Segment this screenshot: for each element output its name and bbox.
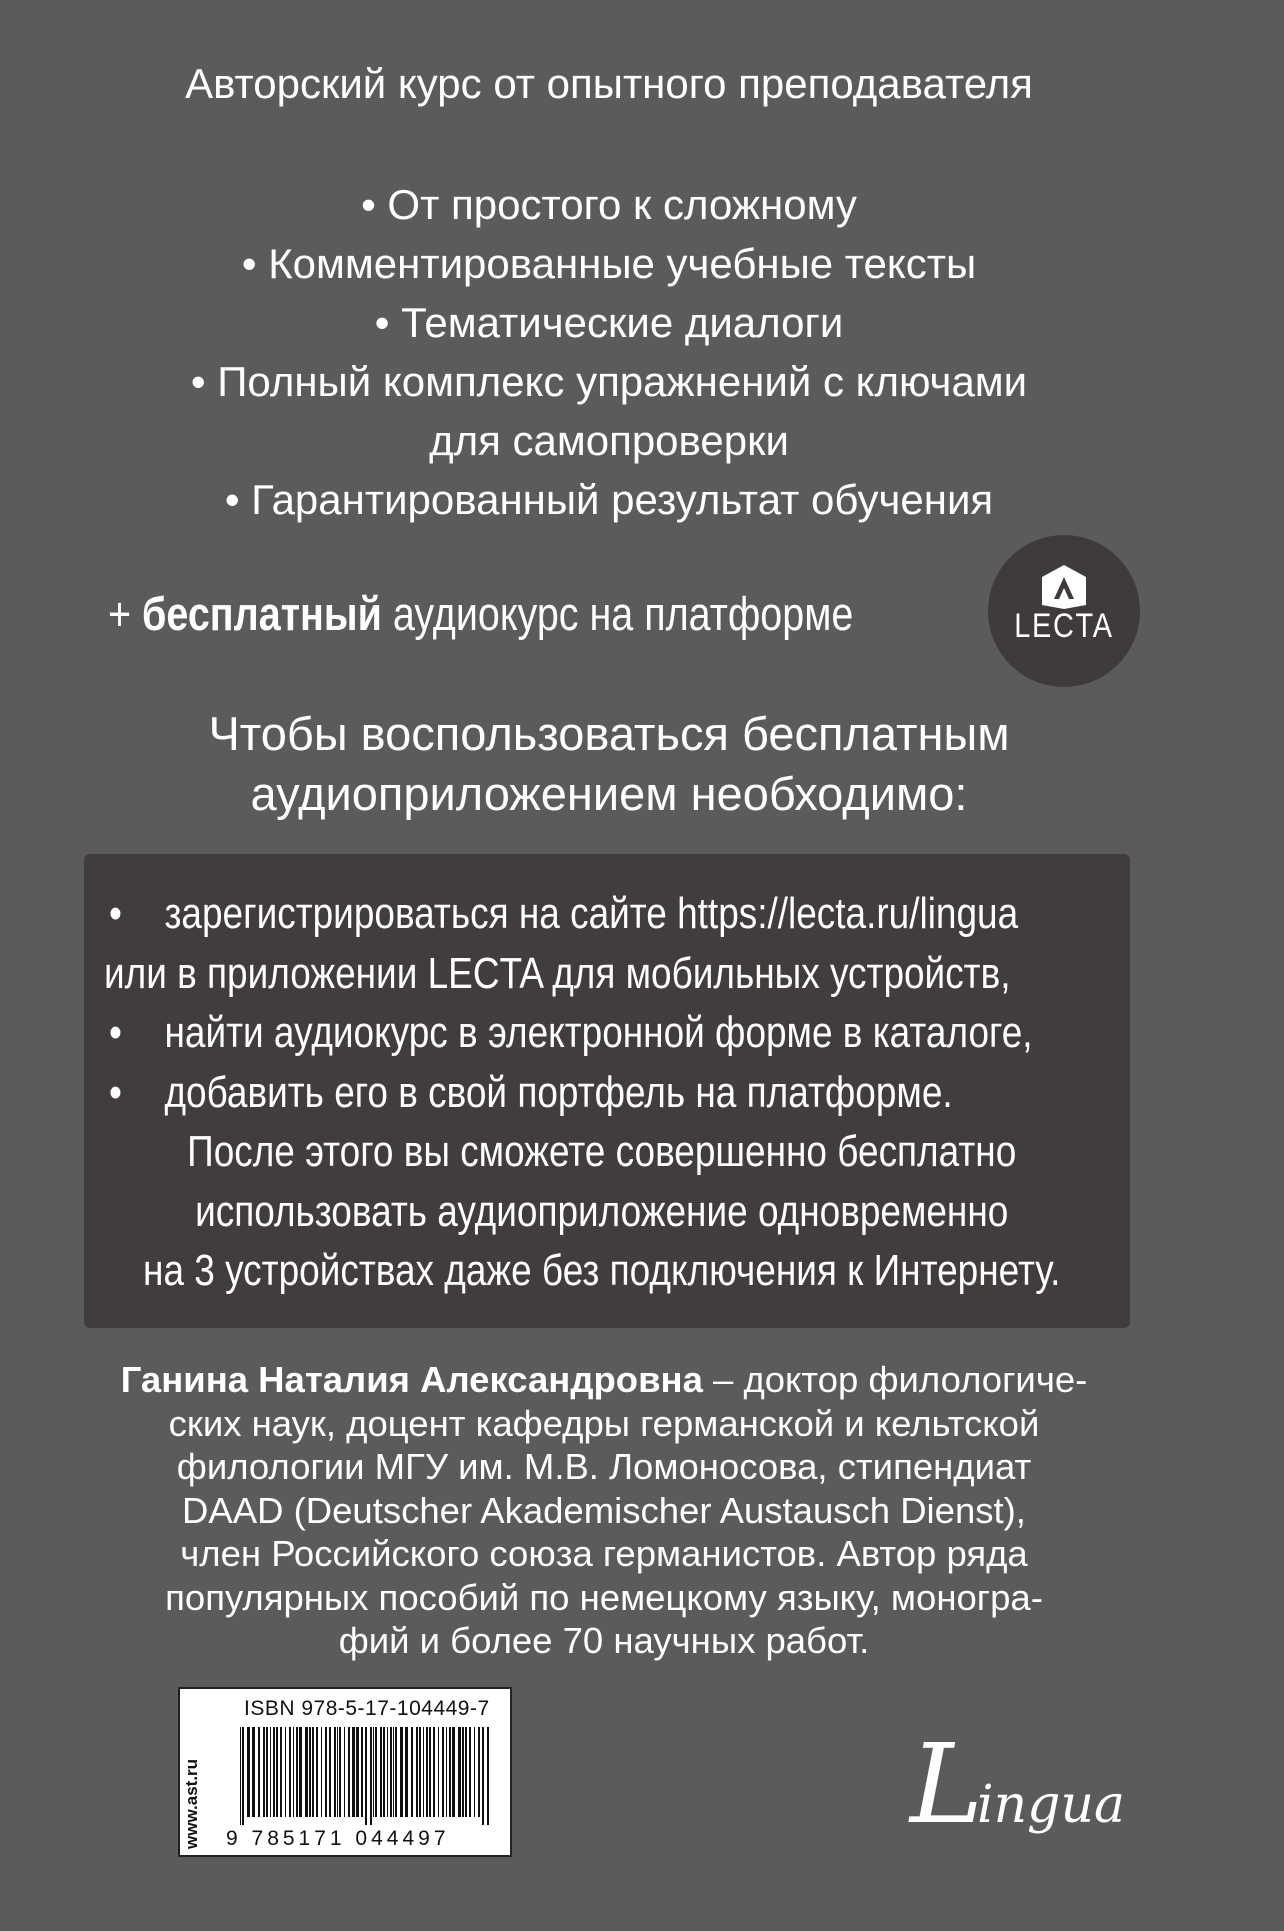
author-line: DAAD (Deutscher Akademischer Austausch Dienst), bbox=[182, 1489, 1026, 1531]
instructions-box bbox=[84, 854, 1130, 1328]
barcode-bar bbox=[356, 1727, 359, 1817]
barcode-bar bbox=[469, 1727, 471, 1817]
barcode-bar bbox=[316, 1727, 318, 1817]
howto-line: Чтобы воспользоваться бесплатным bbox=[208, 707, 1010, 760]
barcode-bar bbox=[258, 1727, 260, 1817]
lecta-logo-text: LECTA bbox=[1014, 607, 1114, 645]
tagline: Авторский курс от опытного преподавателя bbox=[185, 60, 1033, 107]
barcode-site: www.ast.ru bbox=[182, 1758, 201, 1849]
step-continuation: или в приложении LECTA для мобильных устройств, bbox=[104, 948, 1011, 998]
feature-item: • Комментированные учебные тексты bbox=[241, 240, 977, 287]
barcode-bar bbox=[321, 1727, 322, 1817]
barcode-bars bbox=[240, 1727, 496, 1825]
barcode-bar bbox=[380, 1727, 382, 1817]
barcode-bar bbox=[276, 1727, 278, 1817]
barcode-bar bbox=[390, 1727, 392, 1817]
barcode-bar bbox=[240, 1727, 241, 1825]
feature-item: • От простого к сложному bbox=[361, 181, 857, 228]
barcode-bar bbox=[400, 1727, 403, 1817]
barcode-bar bbox=[365, 1727, 367, 1825]
barcode-bar bbox=[247, 1727, 250, 1817]
barcode-bar bbox=[395, 1727, 397, 1817]
after-text: на 3 устройствах даже без подключения к Интернету. bbox=[143, 1246, 1061, 1295]
author-line: фий и более 70 научных работ. bbox=[338, 1620, 870, 1661]
isbn: ISBN 978-5-17-104449-7 bbox=[244, 1697, 490, 1720]
audio-promo bbox=[108, 584, 854, 644]
promo-rest: аудиокурс на платформе bbox=[392, 587, 854, 640]
barcode-bar bbox=[419, 1727, 421, 1817]
lecta-logo-icon bbox=[1040, 565, 1088, 609]
feature-list bbox=[0, 175, 1218, 529]
author-line bbox=[84, 1358, 1124, 1402]
barcode-bar bbox=[375, 1727, 377, 1817]
barcode-bar bbox=[458, 1727, 461, 1817]
feature-item-continuation: для самопроверки bbox=[429, 417, 789, 464]
barcode-bar bbox=[266, 1727, 268, 1817]
barcode-bar bbox=[373, 1727, 374, 1817]
barcode-bar bbox=[478, 1727, 480, 1817]
barcode bbox=[178, 1687, 512, 1857]
promo-free: бесплатный bbox=[142, 587, 382, 640]
barcode-bar bbox=[452, 1727, 455, 1817]
barcode-bar bbox=[429, 1727, 431, 1817]
barcode-bar bbox=[438, 1727, 439, 1817]
barcode-bar bbox=[296, 1727, 298, 1817]
feature-item: • Тематические диалоги bbox=[374, 299, 844, 346]
barcode-bar bbox=[393, 1727, 394, 1817]
barcode-bar bbox=[416, 1727, 418, 1817]
lingua-logo-rest: ingua bbox=[977, 1775, 1125, 1835]
barcode-bar bbox=[337, 1727, 338, 1817]
barcode-bar bbox=[348, 1727, 350, 1817]
author-line: ских наук, доцент кафедры германской и кельтской bbox=[168, 1402, 1040, 1444]
step-text: добавить его в свой портфель на платформе. bbox=[164, 1067, 953, 1117]
author-bio bbox=[84, 1358, 1124, 1663]
barcode-bar bbox=[273, 1727, 275, 1817]
barcode-bar bbox=[433, 1727, 435, 1817]
step-item bbox=[104, 884, 1095, 944]
feature-item: • Гарантированный результат обучения bbox=[224, 476, 994, 523]
barcode-bar bbox=[423, 1727, 424, 1817]
barcode-bar bbox=[465, 1727, 467, 1817]
barcode-bar bbox=[487, 1727, 489, 1825]
barcode-bar bbox=[387, 1727, 388, 1817]
barcode-bar bbox=[280, 1727, 282, 1817]
author-line: член Российского союза германистов. Автор ряда bbox=[180, 1533, 1028, 1574]
barcode-bar bbox=[383, 1727, 385, 1817]
barcode-bar bbox=[325, 1727, 327, 1817]
barcode-bar bbox=[344, 1727, 345, 1817]
barcode-bar bbox=[329, 1727, 331, 1817]
after-text: После этого вы сможете совершенно бесплатно bbox=[187, 1127, 1017, 1176]
barcode-bar bbox=[299, 1727, 302, 1817]
howto-heading bbox=[0, 704, 1218, 824]
step-text: найти аудиокурс в электронной форме в каталоге, bbox=[164, 1008, 1033, 1057]
barcode-bar bbox=[285, 1727, 286, 1817]
barcode-bar bbox=[482, 1727, 484, 1825]
barcode-digits: 9 785171 044497 bbox=[226, 1827, 450, 1850]
barcode-bar bbox=[252, 1727, 255, 1817]
step-item bbox=[104, 1063, 1095, 1123]
barcode-bar bbox=[309, 1727, 311, 1817]
author-name: Ганина Наталия Александровна bbox=[120, 1359, 703, 1400]
howto-line: аудиоприложением необходимо: bbox=[250, 767, 968, 820]
barcode-bar bbox=[305, 1727, 308, 1817]
barcode-bar bbox=[263, 1727, 265, 1817]
step-item bbox=[104, 1003, 1095, 1063]
lingua-logo bbox=[910, 1720, 1125, 1848]
barcode-bar bbox=[293, 1727, 294, 1817]
barcode-bar bbox=[426, 1727, 428, 1817]
barcode-bar bbox=[462, 1727, 464, 1817]
lingua-logo-text bbox=[910, 1720, 1125, 1848]
lecta-logo bbox=[988, 535, 1140, 687]
promo-plus: + bbox=[108, 587, 132, 640]
bullet: • bbox=[109, 1067, 122, 1117]
author-bio-text: – доктор филологиче- bbox=[702, 1359, 1088, 1400]
barcode-bar bbox=[446, 1727, 447, 1817]
barcode-bar bbox=[352, 1727, 355, 1817]
barcode-bar bbox=[242, 1727, 244, 1825]
barcode-bar bbox=[449, 1727, 451, 1817]
barcode-bar bbox=[442, 1727, 444, 1817]
barcode-bar bbox=[270, 1727, 271, 1817]
feature-item: • Полный комплекс упражнений с ключами bbox=[190, 358, 1028, 405]
after-text: использовать аудиоприложение одновременно bbox=[195, 1186, 1009, 1236]
barcode-bar bbox=[339, 1727, 341, 1817]
barcode-bar bbox=[361, 1727, 363, 1817]
barcode-bar bbox=[334, 1727, 336, 1817]
barcode-bar bbox=[474, 1727, 475, 1817]
barcode-bar bbox=[411, 1727, 413, 1817]
barcode-bar bbox=[312, 1727, 314, 1817]
author-line: популярных пособий по немецкому языку, моногра- bbox=[165, 1576, 1043, 1618]
step-text: зарегистрироваться на сайте https://lecta.ru/lingua bbox=[164, 889, 1019, 938]
author-line: филологии МГУ им. М.В. Ломоносова, стипендиат bbox=[176, 1446, 1032, 1487]
barcode-bar bbox=[405, 1727, 408, 1817]
bullet: • bbox=[109, 1008, 122, 1057]
barcode-bar bbox=[370, 1727, 372, 1825]
barcode-bar bbox=[289, 1727, 291, 1817]
bullet: • bbox=[109, 889, 122, 938]
lingua-logo-initial: L bbox=[910, 1720, 984, 1848]
